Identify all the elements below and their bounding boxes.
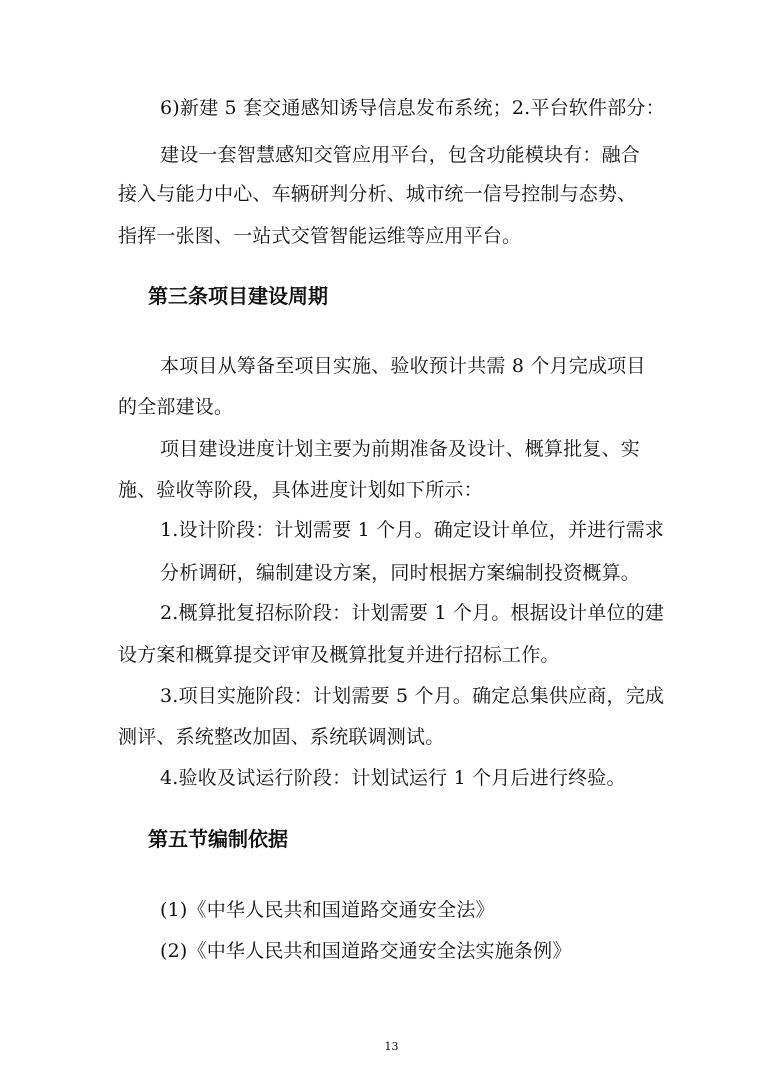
intro-line: 指挥一张图、一站式交管智能运维等应用平台。 <box>118 225 522 247</box>
phase-line: 1.设计阶段：计划需要 1 个月。确定设计单位，并进行需求 <box>160 519 665 541</box>
reference-item: (2)《中华人民共和国道路交通安全法实施条例》 <box>160 940 572 962</box>
paragraph-line: 施、验收等阶段，具体进度计划如下所示： <box>118 479 483 501</box>
intro-line: 建设一套智慧感知交管应用平台，包含功能模块有：融合 <box>160 144 641 166</box>
paragraph-line: 的全部建设。 <box>118 396 234 418</box>
paragraph-line: 本项目从筹备至项目实施、验收预计共需 8 个月完成项目 <box>160 355 646 377</box>
phase-line: 3.项目实施阶段：计划需要 5 个月。确定总集供应商，完成 <box>160 685 665 707</box>
section-heading-basis: 第五节编制依据 <box>148 827 288 851</box>
reference-item: (1)《中华人民共和国道路交通安全法》 <box>160 899 495 921</box>
phase-line: 分析调研，编制建设方案，同时根据方案编制投资概算。 <box>160 562 641 584</box>
phase-line: 测评、系统整改加固、系统联调测试。 <box>118 726 445 748</box>
intro-line: 6)新建 5 套交通感知诱导信息发布系统；2.平台软件部分： <box>160 97 665 119</box>
intro-line: 接入与能力中心、车辆研判分析、城市统一信号控制与态势、 <box>118 183 637 205</box>
phase-line: 4.验收及试运行阶段：计划试运行 1 个月后进行终验。 <box>160 767 626 789</box>
phase-line: 设方案和概算提交评审及概算批复并进行招标工作。 <box>118 644 560 666</box>
phase-line: 2.概算批复招标阶段：计划需要 1 个月。根据设计单位的建 <box>160 602 665 624</box>
page-number: 13 <box>384 1040 399 1053</box>
paragraph-line: 项目建设进度计划主要为前期准备及设计、概算批复、实 <box>160 438 641 460</box>
section-heading-schedule: 第三条项目建设周期 <box>148 284 328 308</box>
